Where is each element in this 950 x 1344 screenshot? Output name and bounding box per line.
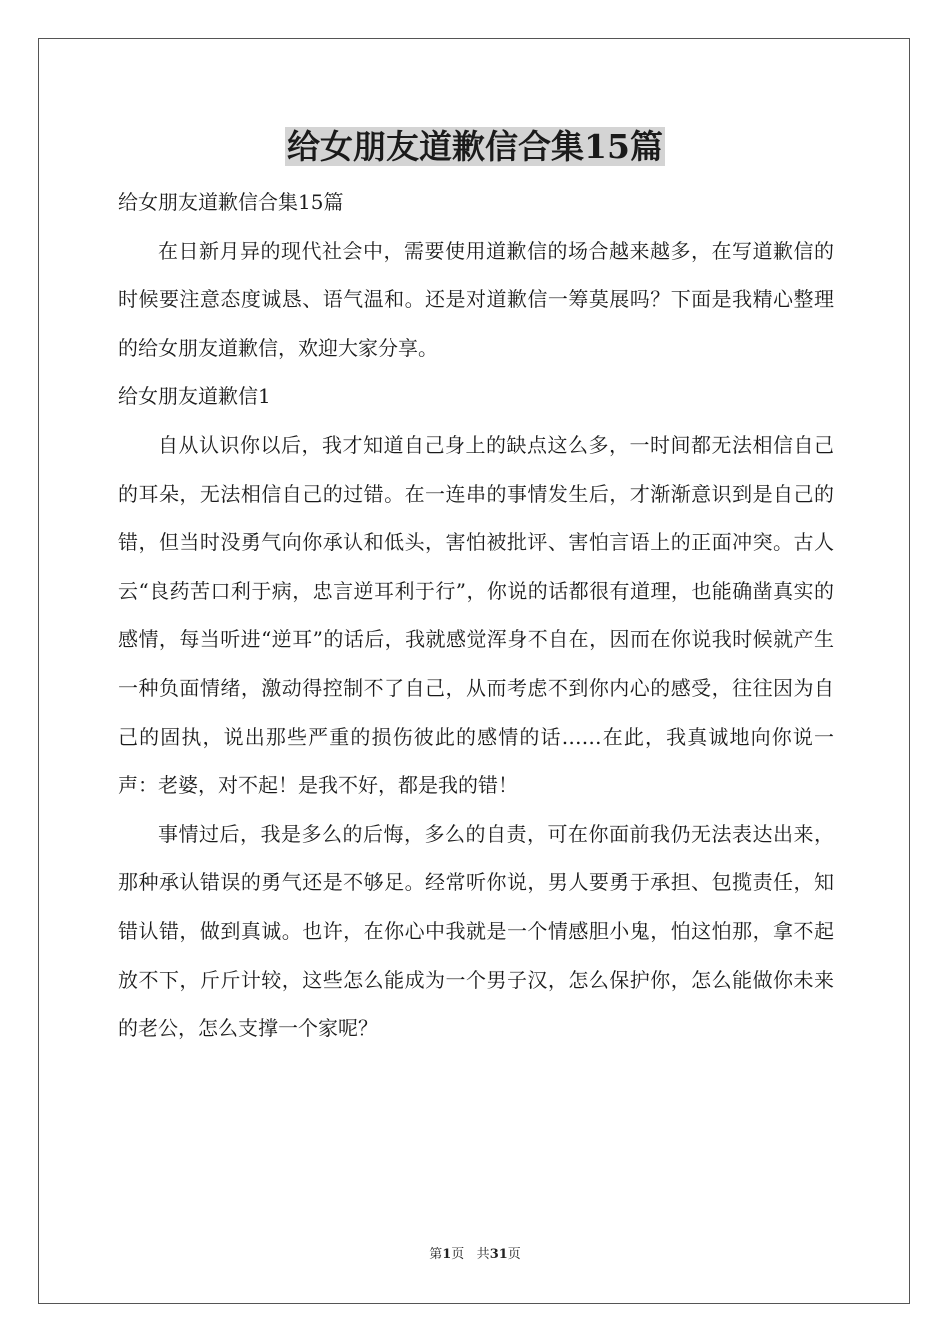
intro-paragraph: 在日新月异的现代社会中，需要使用道歉信的场合越来越多，在写道歉信的时候要注意态度诚恳、语气温和。还是对道歉信一筹莫展吗？下面是我精心整理的给女朋友道歉信，欢迎大家分享。 xyxy=(118,238,834,360)
page-footer xyxy=(0,1246,950,1264)
document-title-text: 给女朋友道歉信合集15篇 xyxy=(287,127,663,166)
document-title xyxy=(0,124,950,170)
page-unit: 页 xyxy=(451,1247,465,1262)
document-body xyxy=(118,178,834,1053)
section-heading-letter-1: 给女朋友道歉信1 xyxy=(118,384,271,409)
page-current: 1 xyxy=(442,1247,452,1262)
page-total: 31 xyxy=(489,1247,508,1262)
total-unit: 页 xyxy=(507,1247,521,1262)
subtitle-line: 给女朋友道歉信合集15篇 xyxy=(118,190,344,214)
page-prefix: 第 xyxy=(429,1247,443,1262)
letter-1-paragraph-1: 自从认识你以后，我才知道自己身上的缺点这么多，一时间都无法相信自己的耳朵，无法相信自己的过错。在一连串的事情发生后，才渐渐意识到是自己的错，但当时没勇气向你承认和低头，害怕被批评、害怕言语上的正面冲突。古人云“良药苦口利于病，忠言逆耳利于行”，你说的话都很有道理，也能确凿真实的感情，每当听进“逆耳”的话后，我就感觉浑身不自在，因而在你说我时候就产生一种负面情绪，激动得控制不了自己，从而考虑不到你内心的感受，往往因为自己的固执，说出那些严重的损伤彼此的感情的话……在此，我真诚地向你说一声：老婆，对不起！是我不好，都是我的错！ xyxy=(118,432,834,798)
letter-1-paragraph-2: 事情过后，我是多么的后悔，多么的自责，可在你面前我仍无法表达出来，那种承认错误的勇气还是不够足。经常听你说，男人要勇于承担、包揽责任，知错认错，做到真诚。也许，在你心中我就是一个情感胆小鬼，怕这怕那，拿不起放不下，斤斤计较，这些怎么能成为一个男子汉，怎么保护你，怎么能做你未来的老公，怎么支撑一个家呢？ xyxy=(118,821,834,1041)
total-prefix: 共 xyxy=(476,1247,490,1262)
